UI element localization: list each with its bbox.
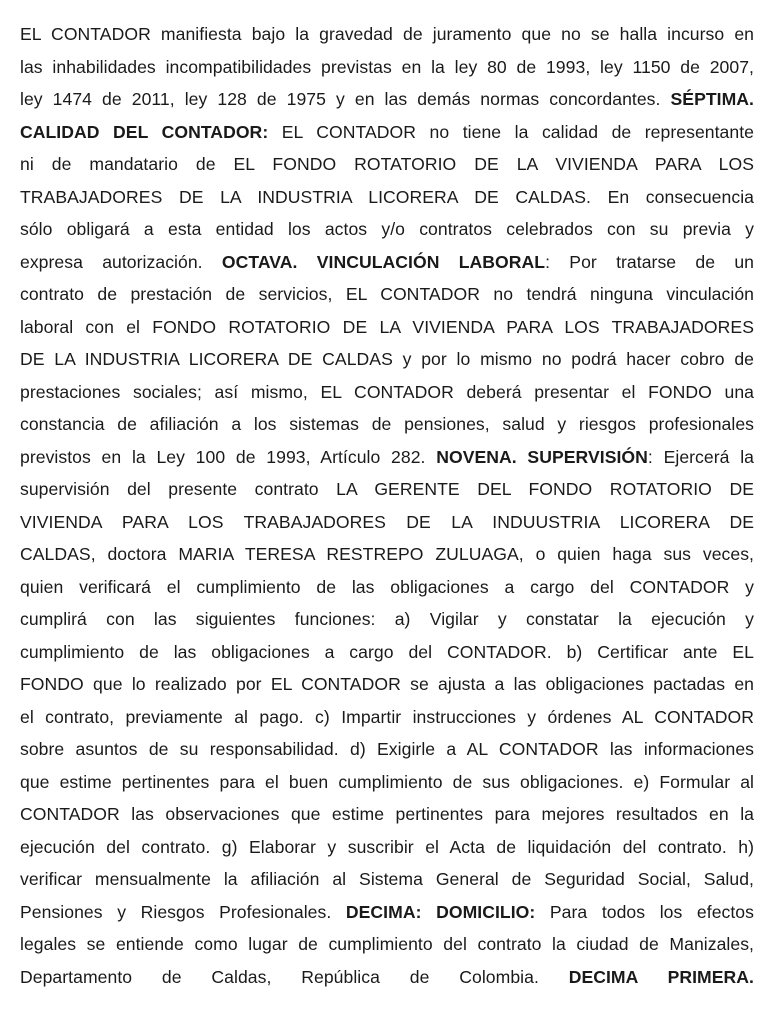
- text-run: legales se entiende como lugar de cumplimiento del contrato la ciudad de Manizales,: [20, 934, 754, 954]
- text-run: ley 1474 de 2011, ley 128 de 1975 y en las demás normas concordantes.: [20, 89, 671, 109]
- text-line: [20, 151, 754, 184]
- text-run: CALDAS, doctora MARIA TERESA RESTREPO ZULUAGA, o quien haga sus veces,: [20, 544, 754, 564]
- text-run: : Ejercerá la: [647, 446, 754, 467]
- text-line: [20, 801, 754, 834]
- bold-clause-heading: NOVENA. SUPERVISIÓN: [436, 446, 648, 467]
- text-line: [20, 249, 754, 282]
- text-line: [20, 86, 754, 119]
- text-line: [20, 21, 754, 54]
- text-line: [20, 834, 754, 867]
- bold-clause-heading: DECIMA PRIMERA.: [568, 966, 754, 987]
- text-run: contrato de prestación de servicios, EL CONTADOR no tendrá ninguna vinculación: [20, 284, 754, 304]
- text-line: [20, 346, 754, 379]
- text-line: [20, 476, 754, 509]
- text-line: [20, 119, 754, 152]
- text-line: [20, 964, 754, 997]
- text-line: [20, 866, 754, 899]
- text-line: [20, 411, 754, 444]
- text-run: prestaciones sociales; así mismo, EL CONTADOR deberá presentar el FONDO una: [20, 381, 754, 402]
- text-line: [20, 769, 754, 802]
- text-run: VIVIENDA PARA LOS TRABAJADORES DE LA INDUUSTRIA LICORERA DE: [20, 511, 754, 532]
- text-run: EL CONTADOR no tiene la calidad de representante: [268, 121, 754, 142]
- text-line: [20, 606, 754, 639]
- text-run: EL CONTADOR manifiesta bajo la gravedad de juramento que no se halla incurso en: [20, 24, 754, 44]
- bold-clause-heading: CALIDAD DEL CONTADOR:: [20, 121, 269, 142]
- text-run: sobre asuntos de su responsabilidad. d) Exigirle a AL CONTADOR las informaciones: [20, 739, 754, 759]
- text-line: [20, 281, 754, 314]
- text-line: [20, 314, 754, 347]
- text-line: [20, 671, 754, 704]
- text-run: CONTADOR las observaciones que estime pertinentes para mejores resultados en la: [20, 804, 754, 824]
- text-run: las inhabilidades incompatibilidades previstas en la ley 80 de 1993, ley 1150 de 2007,: [20, 56, 754, 77]
- text-line: [20, 509, 754, 542]
- text-line: [20, 736, 754, 769]
- text-line: [20, 574, 754, 607]
- bold-clause-heading: SÉPTIMA.: [670, 89, 754, 109]
- text-run: Pensiones y Riesgos Profesionales.: [20, 901, 346, 922]
- text-run: cumplirá con las siguientes funciones: a) Vigilar y constatar la ejecución y: [20, 609, 754, 629]
- text-line: [20, 379, 754, 412]
- text-run: : Por tratarse de un: [545, 251, 754, 272]
- text-run: expresa autorización.: [20, 251, 222, 272]
- text-run: supervisión del presente contrato LA GERENTE DEL FONDO ROTATORIO DE: [20, 479, 754, 499]
- text-line: [20, 704, 754, 737]
- text-run: laboral con el FONDO ROTATORIO DE LA VIVIENDA PARA LOS TRABAJADORES: [20, 316, 754, 337]
- text-line: [20, 216, 754, 249]
- text-run: FONDO que lo realizado por EL CONTADOR se ajusta a las obligaciones pactadas en: [20, 674, 754, 694]
- text-run: que estime pertinentes para el buen cumplimiento de sus obligaciones. e) Formular al: [20, 771, 754, 792]
- text-run: ni de mandatario de EL FONDO ROTATORIO DE LA VIVIENDA PARA LOS: [20, 154, 754, 174]
- text-run: Departamento de Caldas, República de Colombia.: [20, 966, 569, 987]
- text-run: quien verificará el cumplimiento de las obligaciones a cargo del CONTADOR y: [20, 576, 754, 597]
- text-line: [20, 184, 754, 217]
- text-run: constancia de afiliación a los sistemas de pensiones, salud y riesgos profesionales: [20, 414, 754, 434]
- text-run: verificar mensualmente la afiliación al Sistema General de Seguridad Social, Salud,: [20, 869, 754, 889]
- document-body: [20, 21, 754, 996]
- text-run: ejecución del contrato. g) Elaborar y suscribir el Acta de liquidación del contrato. h): [20, 836, 754, 857]
- text-line: [20, 54, 754, 87]
- text-run: el contrato, previamente al pago. c) Impartir instrucciones y órdenes AL CONTADOR: [20, 706, 754, 727]
- text-run: cumplimiento de las obligaciones a cargo del CONTADOR. b) Certificar ante EL: [20, 641, 754, 662]
- text-line: [20, 931, 754, 964]
- text-run: sólo obligará a esta entidad los actos y/o contratos celebrados con su previa y: [20, 219, 754, 239]
- text-line: [20, 639, 754, 672]
- text-run: DE LA INDUSTRIA LICORERA DE CALDAS y por lo mismo no podrá hacer cobro de: [20, 349, 754, 369]
- bold-clause-heading: OCTAVA. VINCULACIÓN LABORAL: [221, 251, 546, 272]
- text-line: [20, 444, 754, 477]
- text-run: Para todos los efectos: [535, 901, 754, 922]
- text-run: TRABAJADORES DE LA INDUSTRIA LICORERA DE CALDAS. En consecuencia: [20, 186, 754, 207]
- text-run: previstos en la Ley 100 de 1993, Artículo 282.: [20, 446, 437, 467]
- bold-clause-heading: DECIMA: DOMICILIO:: [345, 901, 536, 922]
- text-line: [20, 899, 754, 932]
- text-line: [20, 541, 754, 574]
